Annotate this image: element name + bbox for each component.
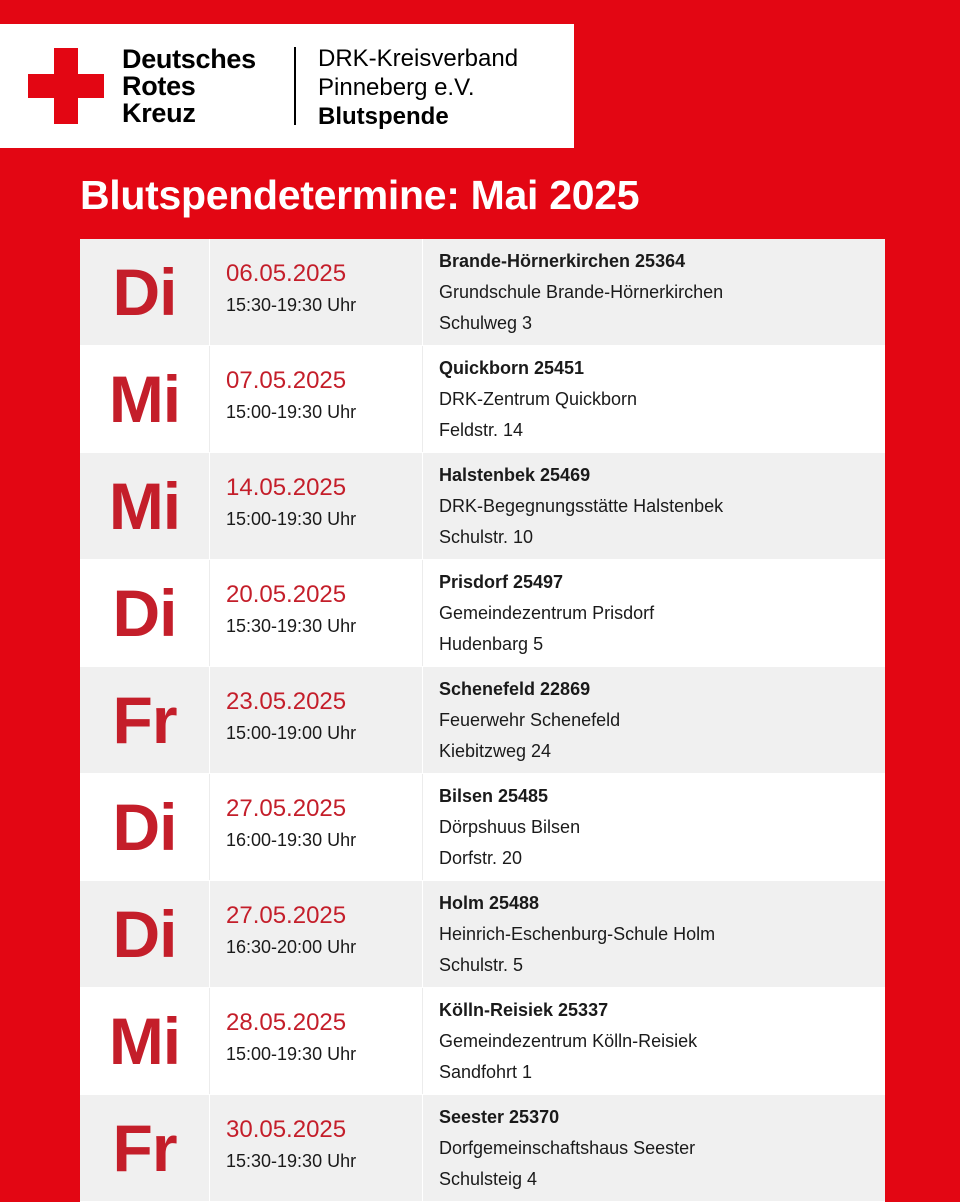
time-range: 15:00-19:30 Uhr xyxy=(226,509,357,529)
date-cell xyxy=(210,1095,423,1201)
schedule-row xyxy=(80,453,885,560)
location-street: Dorfstr. 20 xyxy=(439,848,523,868)
location-town: Schenefeld 22869 xyxy=(439,679,591,699)
time-range: 15:30-19:30 Uhr xyxy=(226,1151,357,1171)
location-town: Bilsen 25485 xyxy=(439,786,549,806)
weekday-cell xyxy=(80,881,210,987)
location-town: Brande-Hörnerkirchen 25364 xyxy=(439,251,686,271)
date-cell xyxy=(210,774,423,880)
schedule-row xyxy=(80,881,885,988)
date: 28.05.2025 xyxy=(226,1009,347,1036)
location-street: Sandfohrt 1 xyxy=(439,1062,533,1082)
organization-name xyxy=(318,44,518,131)
date-cell xyxy=(210,560,423,666)
weekday-cell xyxy=(80,346,210,452)
location-cell xyxy=(423,1095,885,1201)
date: 30.05.2025 xyxy=(226,1116,347,1143)
location-venue: Gemeindezentrum Prisdorf xyxy=(439,603,655,623)
time-range: 15:00-19:30 Uhr xyxy=(226,402,357,422)
location-cell xyxy=(423,774,885,880)
brand-wordmark xyxy=(122,46,256,127)
schedule-row xyxy=(80,667,885,774)
brand-line: Deutsches xyxy=(122,44,256,74)
schedule-row xyxy=(80,1095,885,1202)
location-town: Kölln-Reisiek 25337 xyxy=(439,1000,609,1020)
weekday: Mi xyxy=(108,362,181,436)
time-range: 16:00-19:30 Uhr xyxy=(226,830,357,850)
schedule-row xyxy=(80,560,885,667)
weekday-cell xyxy=(80,1095,210,1201)
location-street: Kiebitzweg 24 xyxy=(439,741,552,761)
location-venue: Gemeindezentrum Kölln-Reisiek xyxy=(439,1031,698,1051)
location-cell xyxy=(423,346,885,452)
page-title: Blutspendetermine: Mai 2025 xyxy=(80,172,640,218)
location-cell xyxy=(423,560,885,666)
schedule-row xyxy=(80,346,885,453)
location-cell xyxy=(423,667,885,773)
schedule-row xyxy=(80,988,885,1095)
location-cell xyxy=(423,988,885,1094)
date-cell xyxy=(210,667,423,773)
location-cell xyxy=(423,239,885,345)
date: 07.05.2025 xyxy=(226,367,347,394)
weekday-cell xyxy=(80,667,210,773)
date: 06.05.2025 xyxy=(226,260,347,287)
date: 27.05.2025 xyxy=(226,902,347,929)
org-line-2: Pinneberg e.V. xyxy=(318,74,475,101)
weekday: Di xyxy=(112,576,177,650)
date-cell xyxy=(210,453,423,559)
time-range: 15:00-19:00 Uhr xyxy=(226,723,357,743)
location-street: Schulweg 3 xyxy=(439,313,533,333)
location-town: Halstenbek 25469 xyxy=(439,465,591,485)
location-venue: Feuerwehr Schenefeld xyxy=(439,710,621,730)
time-range: 15:30-19:30 Uhr xyxy=(226,616,357,636)
location-town: Quickborn 25451 xyxy=(439,358,585,378)
weekday-cell xyxy=(80,560,210,666)
location-street: Schulstr. 10 xyxy=(439,527,534,547)
weekday: Mi xyxy=(108,469,181,543)
location-venue: Dörpshuus Bilsen xyxy=(439,817,581,837)
date-cell xyxy=(210,239,423,345)
location-town: Prisdorf 25497 xyxy=(439,572,564,592)
weekday-cell xyxy=(80,774,210,880)
date-cell xyxy=(210,988,423,1094)
location-town: Holm 25488 xyxy=(439,893,540,913)
location-venue: Dorfgemeinschaftshaus Seester xyxy=(439,1138,696,1158)
time-range: 15:30-19:30 Uhr xyxy=(226,295,357,315)
date: 14.05.2025 xyxy=(226,474,347,501)
brand-line: Kreuz xyxy=(122,98,196,128)
date-cell xyxy=(210,346,423,452)
date: 20.05.2025 xyxy=(226,581,347,608)
weekday: Di xyxy=(112,897,177,971)
weekday-cell xyxy=(80,239,210,345)
schedule-row xyxy=(80,774,885,881)
org-line-3: Blutspende xyxy=(318,103,449,130)
logo-divider xyxy=(294,47,296,125)
weekday: Di xyxy=(112,255,177,329)
time-range: 16:30-20:00 Uhr xyxy=(226,937,357,957)
location-venue: DRK-Zentrum Quickborn xyxy=(439,389,638,409)
time-range: 15:00-19:30 Uhr xyxy=(226,1044,357,1064)
weekday: Mi xyxy=(108,1004,181,1078)
date-cell xyxy=(210,881,423,987)
location-cell xyxy=(423,881,885,987)
location-venue: Heinrich-Eschenburg-Schule Holm xyxy=(439,924,716,944)
brand-line: Rotes xyxy=(122,71,196,101)
location-town: Seester 25370 xyxy=(439,1107,560,1127)
location-venue: Grundschule Brande-Hörnerkirchen xyxy=(439,282,724,302)
weekday-cell xyxy=(80,453,210,559)
weekday-cell xyxy=(80,988,210,1094)
weekday: Fr xyxy=(112,683,177,757)
date: 27.05.2025 xyxy=(226,795,347,822)
location-cell xyxy=(423,453,885,559)
org-line-1: DRK-Kreisverband xyxy=(318,45,519,72)
weekday: Fr xyxy=(112,1111,177,1185)
location-street: Feldstr. 14 xyxy=(439,420,524,440)
logo-header xyxy=(0,24,574,148)
red-cross-icon xyxy=(28,48,104,124)
location-street: Schulsteig 4 xyxy=(439,1169,538,1189)
schedule-row xyxy=(80,239,885,346)
date: 23.05.2025 xyxy=(226,688,347,715)
location-street: Schulstr. 5 xyxy=(439,955,524,975)
weekday: Di xyxy=(112,790,177,864)
location-venue: DRK-Begegnungsstätte Halstenbek xyxy=(439,496,724,516)
location-street: Hudenbarg 5 xyxy=(439,634,544,654)
schedule-table xyxy=(80,239,885,1202)
